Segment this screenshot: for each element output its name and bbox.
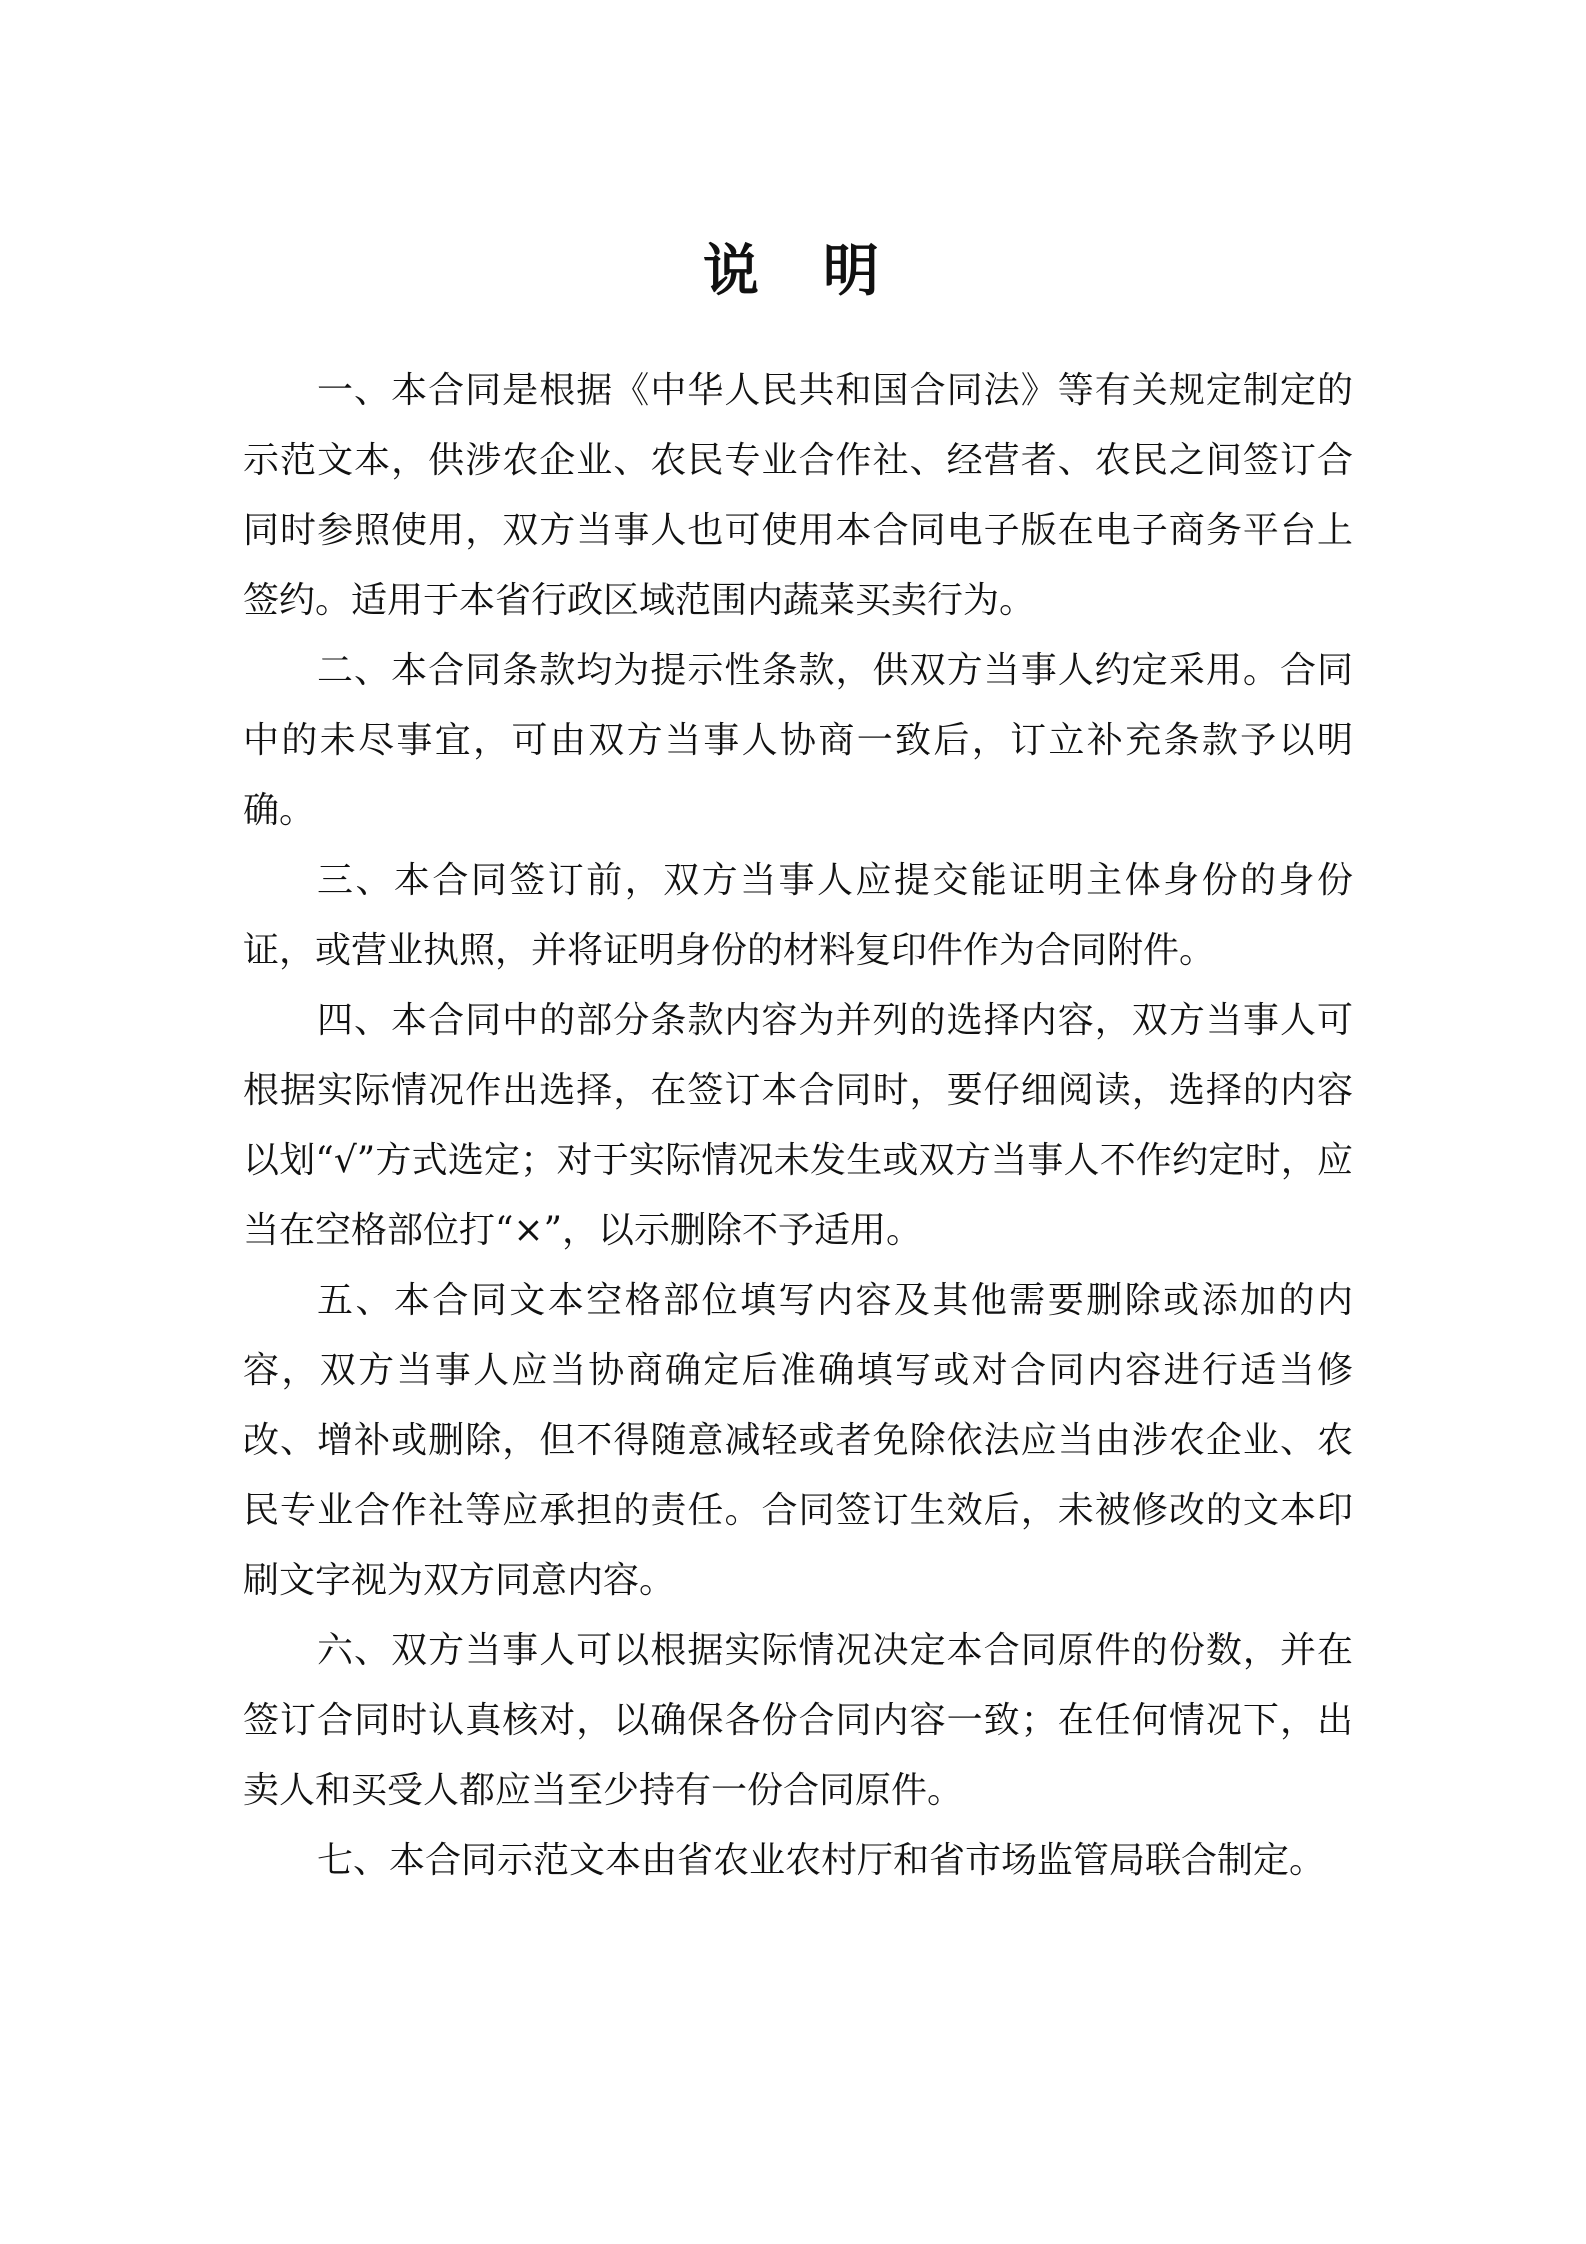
clause-6: 六、双方当事人可以根据实际情况决定本合同原件的份数，并在签订合同时认真核对，以确保各份合同内容一致；在任何情况下，出卖人和买受人都应当至少持有一份合同原件。 [243, 1630, 1353, 1811]
document-title: 说 明 [703, 238, 883, 304]
document-body [243, 356, 1353, 1896]
clause-2: 二、本合同条款均为提示性条款，供双方当事人约定采用。合同中的未尽事宜，可由双方当事人协商一致后，订立补充条款予以明确。 [243, 650, 1353, 831]
clause-3: 三、本合同签订前，双方当事人应提交能证明主体身份的身份证，或营业执照，并将证明身份的材料复印件作为合同附件。 [243, 860, 1353, 971]
clause-7: 七、本合同示范文本由省农业农村厅和省市场监管局联合制定。 [317, 1840, 1326, 1881]
clause-5: 五、本合同文本空格部位填写内容及其他需要删除或添加的内容，双方当事人应当协商确定后准确填写或对合同内容进行适当修改、增补或删除，但不得随意减轻或者免除依法应当由涉农企业、农民专业合作社等应承担的责任。合同签订生效后，未被修改的文本印刷文字视为双方同意内容。 [243, 1280, 1353, 1601]
clause-1: 一、本合同是根据《中华人民共和国合同法》等有关规定制定的示范文本，供涉农企业、农民专业合作社、经营者、农民之间签订合同时参照使用，双方当事人也可使用本合同电子版在电子商务平台上签约。适用于本省行政区域范围内蔬菜买卖行为。 [243, 370, 1353, 621]
clause-4: 四、本合同中的部分条款内容为并列的选择内容，双方当事人可根据实际情况作出选择，在签订本合同时，要仔细阅读，选择的内容以划“√”方式选定；对于实际情况未发生或双方当事人不作约定时，应当在空格部位打“×”，以示删除不予适用。 [243, 1000, 1353, 1251]
